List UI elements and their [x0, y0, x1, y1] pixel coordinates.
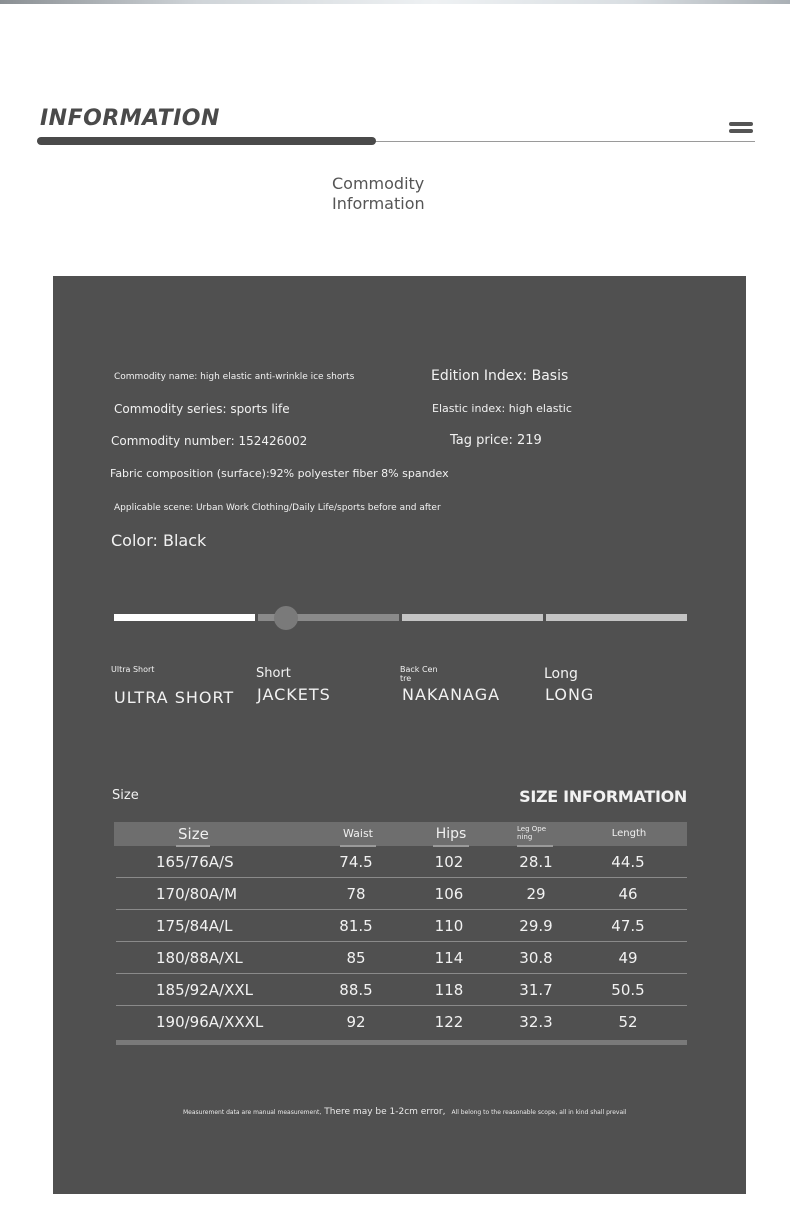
cell-size: 175/84A/L: [156, 917, 233, 935]
table-bottom-border: [116, 1040, 687, 1045]
length-segment-long: [546, 614, 687, 621]
cell-waist: 88.5: [339, 981, 373, 999]
cell-size: 180/88A/XL: [156, 949, 243, 967]
header-length: [609, 822, 649, 846]
footnote-part-1: Measurement data are manual measurement,: [183, 1109, 322, 1116]
footnote-part-2: There may be 1-2cm error,: [324, 1107, 446, 1117]
length-small-label: Ultra Short: [111, 665, 155, 674]
table-row: [116, 974, 687, 1006]
header-waist: [340, 822, 376, 846]
cell-length: 46: [618, 885, 638, 903]
footnote-part-3: All belong to the reasonable scope, all in kind shall prevail: [451, 1109, 627, 1116]
length-big-label: LONG: [545, 685, 595, 704]
size-information-title: SIZE INFORMATION: [519, 787, 687, 806]
table-header: [114, 822, 687, 846]
table-row: [116, 878, 687, 910]
header-size: [178, 822, 210, 846]
cell-hips: 106: [434, 885, 464, 903]
header-hips-text: Hips: [435, 826, 467, 842]
length-small-label: Long: [544, 666, 578, 682]
applicable-scene: Applicable scene: Urban Work Clothing/Daily Life/sports before and after: [114, 503, 441, 513]
cell-hips: 118: [434, 981, 464, 999]
cell-hips: 110: [434, 917, 464, 935]
length-segment-ultra-short: [114, 614, 255, 621]
table-row: [116, 846, 687, 878]
table-row: [116, 942, 687, 974]
edition-index: Edition Index: Basis: [431, 368, 569, 384]
commodity-series: Commodity series: sports life: [114, 402, 290, 416]
header-length-text: Length: [611, 828, 647, 839]
cell-leg-opening: 31.7: [519, 981, 553, 999]
header-hips: [433, 822, 469, 846]
cell-hips: 122: [434, 1013, 464, 1031]
cell-waist: 74.5: [339, 853, 373, 871]
cell-length: 50.5: [611, 981, 645, 999]
cell-length: 49: [618, 949, 638, 967]
cell-leg-opening: 28.1: [519, 853, 553, 871]
header-waist-text: Waist: [342, 827, 373, 840]
cell-leg-opening: 30.8: [519, 949, 553, 967]
length-big-label: NAKANAGA: [402, 685, 501, 704]
cell-length: 44.5: [611, 853, 645, 871]
cell-leg-opening: 32.3: [519, 1013, 553, 1031]
measurement-footnote: [183, 1099, 627, 1118]
cell-waist: 85: [346, 949, 366, 967]
cell-waist: 92: [346, 1013, 366, 1031]
cell-waist: 81.5: [339, 917, 373, 935]
commodity-heading: Commodity Information: [332, 174, 425, 213]
header-size-text: Size: [178, 825, 209, 843]
cell-length: 47.5: [611, 917, 645, 935]
length-segment-back-centre: [402, 614, 543, 621]
header-leg-opening-text: Leg Ope ning: [517, 825, 547, 841]
length-big-label: ULTRA SHORT: [114, 688, 235, 707]
length-small-label: Back Cen tre: [400, 665, 438, 683]
cell-waist: 78: [346, 885, 366, 903]
cell-hips: 114: [434, 949, 464, 967]
cell-leg-opening: 29.9: [519, 917, 553, 935]
cell-size: 185/92A/XXL: [156, 981, 253, 999]
color-value: Color: Black: [111, 531, 207, 550]
title-accent-bar: [37, 137, 376, 145]
tag-price: Tag price: 219: [450, 433, 542, 448]
fabric-composition: Fabric composition (surface):92% polyester fiber 8% spandex: [110, 467, 449, 480]
size-label: Size: [112, 788, 139, 803]
cell-size: 170/80A/M: [156, 885, 238, 903]
table-row: [116, 910, 687, 942]
commodity-number: Commodity number: 152426002: [111, 434, 308, 448]
cell-hips: 102: [434, 853, 464, 871]
length-small-label: Short: [256, 666, 291, 681]
commodity-name: Commodity name: high elastic anti-wrinkle ice shorts: [114, 372, 355, 382]
section-title: INFORMATION: [40, 106, 220, 131]
top-gradient-strip: [0, 0, 790, 4]
cell-size: 190/96A/XXXL: [156, 1013, 264, 1031]
cell-size: 165/76A/S: [156, 853, 234, 871]
header-leg-opening: [517, 822, 553, 846]
elastic-index: Elastic index: high elastic: [432, 402, 572, 415]
menu-icon[interactable]: [729, 122, 753, 136]
length-indicator-knob: [274, 606, 298, 630]
cell-leg-opening: 29: [526, 885, 546, 903]
table-row: [116, 1006, 687, 1038]
length-big-label: JACKETS: [257, 685, 331, 704]
info-panel: [53, 276, 746, 1194]
cell-length: 52: [618, 1013, 638, 1031]
